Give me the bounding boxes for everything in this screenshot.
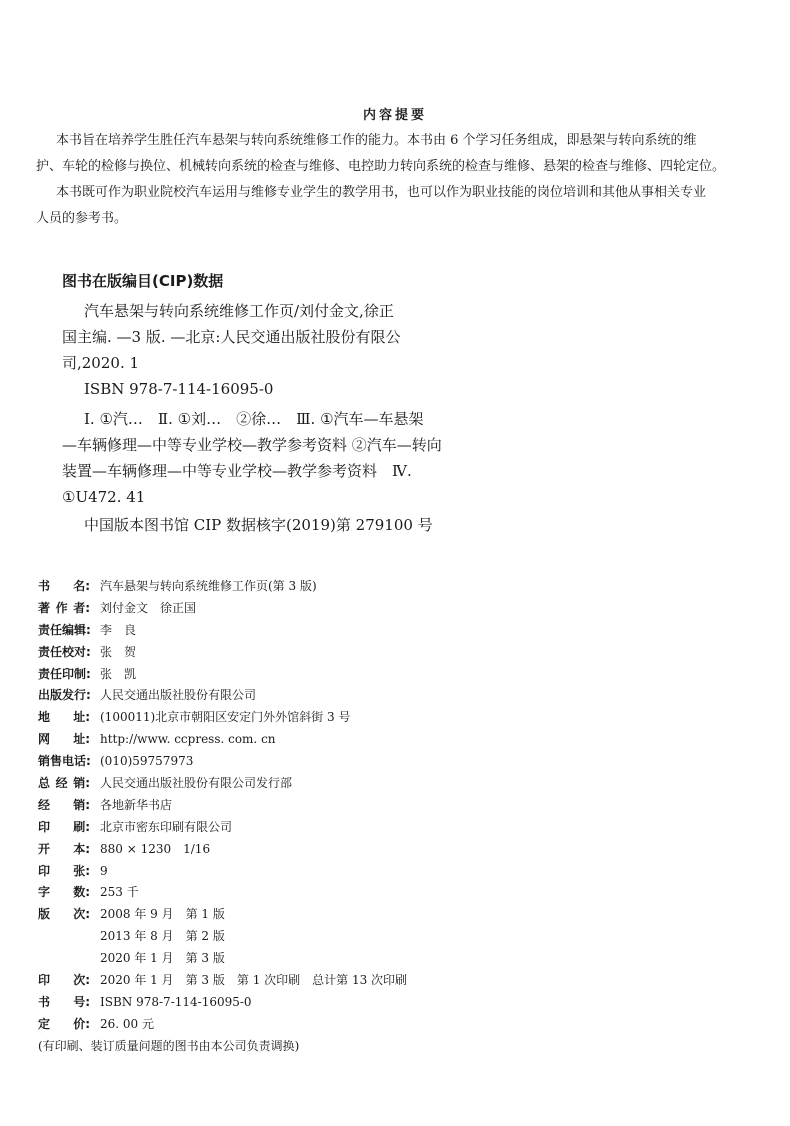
cip-line: ISBN 978-7-114-16095-0 <box>84 380 274 398</box>
summary-paragraph-1-line-2: 护、车轮的检修与换位、机械转向系统的检查与维修、电控助力转向系统的检查与维修、悬架的检查与维修、四轮定位。 <box>36 159 726 174</box>
info-row-author <box>38 598 407 620</box>
info-row-general-distributor <box>38 773 407 795</box>
info-row-website <box>38 729 407 751</box>
info-label: 印 刷: <box>38 819 90 834</box>
info-label: 地 址: <box>38 710 90 725</box>
info-value: (010)59757973 <box>100 754 194 769</box>
info-value: 李 良 <box>100 622 137 637</box>
info-row-editor <box>38 620 407 642</box>
info-value: 北京市密东印刷有限公司 <box>100 819 233 834</box>
info-row-publisher <box>38 685 407 707</box>
info-value: 9 <box>100 863 108 878</box>
info-label: 著 作 者: <box>38 600 90 615</box>
info-row-note <box>38 1036 407 1058</box>
info-label: 网 址: <box>38 732 90 747</box>
info-value: 253 千 <box>100 885 139 900</box>
info-row-distributor <box>38 795 407 817</box>
info-row-sheets <box>38 861 407 883</box>
info-value: 2020 年 1 月 第 3 版 <box>100 951 225 966</box>
summary-paragraph-1-line-1: 本书旨在培养学生胜任汽车悬架与转向系统维修工作的能力。本书由 6 个学习任务组成，即悬架与转向系统的维 <box>56 133 697 148</box>
info-value: http://www. ccpress. com. cn <box>100 732 276 747</box>
cip-line: ①U472. 41 <box>62 488 146 506</box>
info-label <box>38 948 98 970</box>
info-row-isbn <box>38 992 407 1014</box>
info-value: 各地新华书店 <box>100 797 173 812</box>
quality-note: (有印刷、装订质量问题的图书由本公司负责调换) <box>38 1038 300 1053</box>
info-label: 字 数: <box>38 885 90 900</box>
cip-line: 司,2020. 1 <box>62 354 140 372</box>
info-label: 责任编辑: <box>38 622 91 637</box>
summary-paragraph-2-line-1: 本书既可作为职业院校汽车运用与维修专业学生的教学用书，也可以作为职业技能的岗位培训和其他从事相关专业 <box>56 185 707 200</box>
info-value: 2013 年 8 月 第 2 版 <box>100 929 225 944</box>
info-row-proofreader <box>38 642 407 664</box>
info-value: 张 凯 <box>100 666 137 681</box>
info-label: 印 张: <box>38 863 90 878</box>
info-label: 书 号: <box>38 994 90 1009</box>
info-label: 经 销: <box>38 797 90 812</box>
info-value: 人民交通出版社股份有限公司 <box>100 688 257 703</box>
info-value: 人民交通出版社股份有限公司发行部 <box>100 776 293 791</box>
info-value: (100011)北京市朝阳区安定门外外馆斜街 3 号 <box>100 710 351 725</box>
info-value: 张 贺 <box>100 644 137 659</box>
info-row-edition-3 <box>38 948 407 970</box>
info-row-edition-2 <box>38 926 407 948</box>
info-label: 责任印制: <box>38 666 91 681</box>
info-label: 出版发行: <box>38 688 91 703</box>
info-row-title <box>38 576 407 598</box>
info-label: 书 名: <box>38 579 90 593</box>
info-label: 开 本: <box>38 841 90 856</box>
cip-line: 国主编. —3 版. —北京:人民交通出版社股份有限公 <box>62 328 401 346</box>
cip-line: 中国版本图书馆 CIP 数据核字(2019)第 279100 号 <box>84 516 433 534</box>
info-label: 版 次: <box>38 907 90 922</box>
info-value: 刘付金文 徐正国 <box>100 600 197 615</box>
info-label: 销售电话: <box>38 754 91 769</box>
info-label: 印 次: <box>38 973 90 988</box>
info-row-price <box>38 1014 407 1036</box>
info-value: 2008 年 9 月 第 1 版 <box>100 907 225 922</box>
info-value: ISBN 978-7-114-16095-0 <box>100 994 252 1009</box>
info-row-impression <box>38 970 407 992</box>
summary-title: 内容提要 <box>362 108 427 123</box>
cip-line: 装置—车辆修理—中等专业学校—教学参考资料 Ⅳ. <box>62 462 412 480</box>
info-row-print-supervisor <box>38 664 407 686</box>
info-value: 880 × 1230 1/16 <box>100 841 211 856</box>
cip-line: —车辆修理—中等专业学校—教学参考资料 ②汽车—转向 <box>62 436 442 454</box>
info-row-sales-phone <box>38 751 407 773</box>
info-row-format <box>38 839 407 861</box>
info-row-address <box>38 707 407 729</box>
cip-heading: 图书在版编目(CIP)数据 <box>62 272 224 290</box>
cip-line: 汽车悬架与转向系统维修工作页/刘付金文,徐正 <box>84 302 394 320</box>
cip-line: Ⅰ. ①汽… Ⅱ. ①刘… ②徐… Ⅲ. ①汽车—车悬架 <box>84 410 424 428</box>
info-row-word-count <box>38 882 407 904</box>
info-value: 汽车悬架与转向系统维修工作页(第 3 版) <box>100 579 317 593</box>
info-label <box>38 926 98 948</box>
info-value: 26. 00 元 <box>100 1016 154 1031</box>
info-value: 2020 年 1 月 第 3 版 第 1 次印刷 总计第 13 次印刷 <box>100 973 408 988</box>
info-label: 责任校对: <box>38 644 91 659</box>
summary-paragraph-2-line-2: 人员的参考书。 <box>36 211 128 226</box>
info-label: 总 经 销: <box>38 776 90 791</box>
info-row-edition <box>38 904 407 926</box>
info-row-printer <box>38 817 407 839</box>
publication-info <box>38 576 407 1058</box>
info-label: 定 价: <box>38 1016 90 1031</box>
